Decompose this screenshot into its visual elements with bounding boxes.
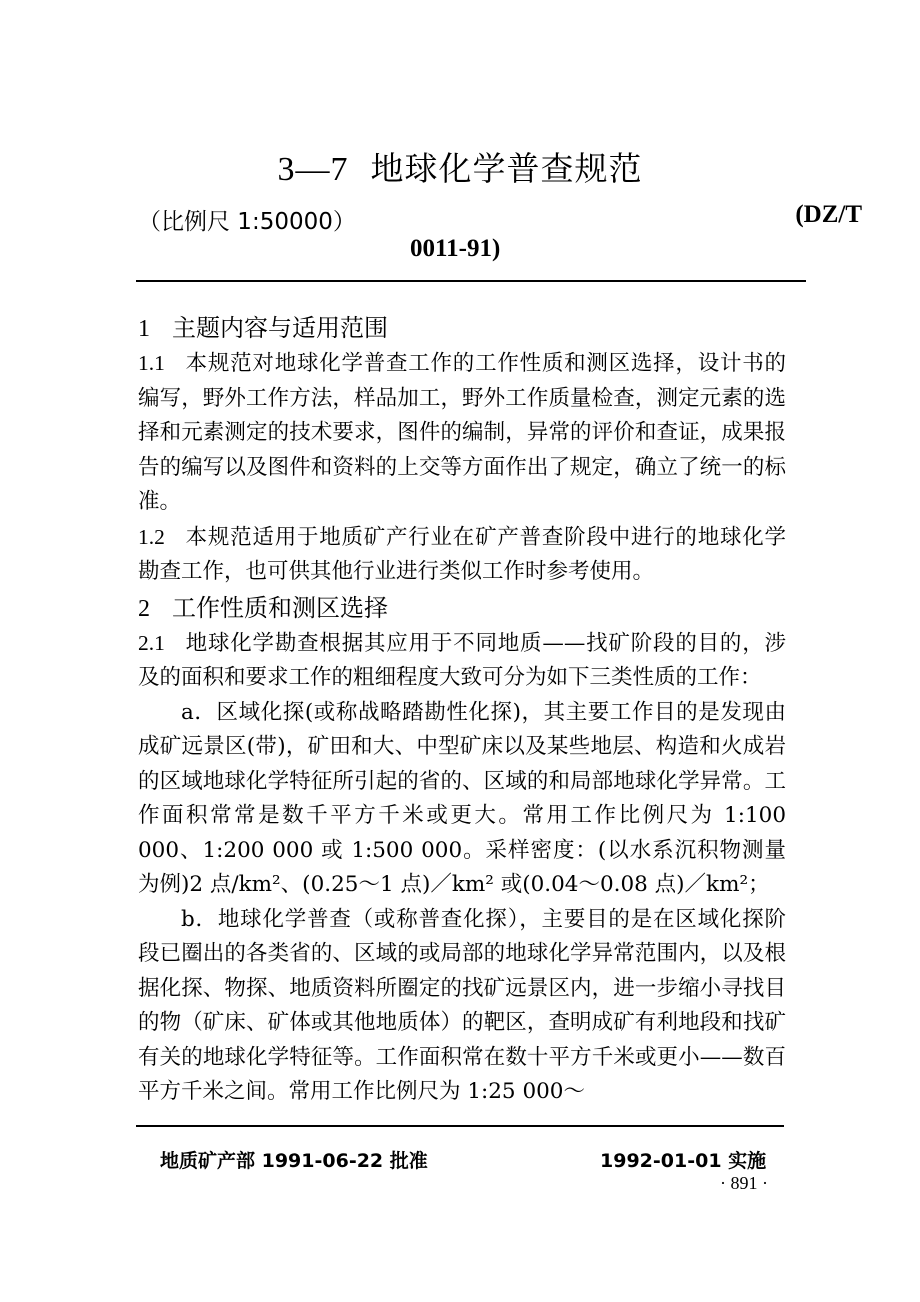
- paragraph-text: 本规范对地球化学普查工作的工作性质和测区选择，设计书的编写，野外工作方法，样品加工，野外工作质量检查，测定元素的选择和元素测定的技术要求，图件的编制，异常的评价和查证，成果报告的编写以及图件和资料的上交等方面作出了规定，确立了统一的标准。: [138, 351, 786, 514]
- effective-date: 1992-01-01 实施: [600, 1150, 767, 1172]
- paragraph-number: 1.1: [138, 351, 165, 375]
- section-heading-2: [138, 590, 786, 626]
- paragraph-number: 1.2: [138, 524, 165, 549]
- approval-note: 地质矿产部 1991-06-22 批准: [160, 1150, 428, 1172]
- standard-code-line2: 0011-91): [410, 235, 501, 262]
- header-divider: [136, 280, 806, 282]
- section-title: 主题内容与适用范围: [172, 314, 388, 342]
- paragraph-2-1: [138, 626, 786, 696]
- paragraph-1-2: [138, 520, 786, 590]
- paragraph-text: 本规范适用于地质矿产行业在矿产普查阶段中进行的地球化学勘查工作，也可供其他行业进行类似工作时参考使用。: [138, 524, 786, 584]
- section-number: 2: [138, 595, 150, 622]
- section-title: 工作性质和测区选择: [172, 593, 388, 622]
- page-number: · 891 ·: [720, 1173, 768, 1193]
- document-title: [0, 143, 920, 190]
- scale-label: （比例尺 1:50000）: [138, 209, 356, 235]
- title-text: 地球化学普查规范: [370, 149, 643, 188]
- item-b: b．地球化学普查（或称普查化探），主要目的是在区域化探阶段已圈出的各类省的、区域的或局部的地球化学异常范围内，以及根据化探、物探、地质资料所圈定的找矿远景区内，进一步缩小寻找目的物（矿床、矿体或其他地质体）的靶区，查明成矿有利地段和找矿有关的地球化学特征等。工作面积常在数十平方千米或更小——数百平方千米之间。常用工作比例尺为 1:25 000～: [138, 906, 786, 1104]
- title-number: 3—7: [277, 151, 349, 188]
- paragraph-1-1: [138, 346, 786, 520]
- section-heading-1: [138, 310, 786, 346]
- section-number: 1: [138, 316, 150, 342]
- paragraph-text: 地球化学勘查根据其应用于不同地质——找矿阶段的目的，涉及的面积和要求工作的粗细程度大致可分为如下三类性质的工作：: [138, 630, 786, 690]
- item-a: a．区域化探(或称战略踏勘性化探)，其主要工作目的是发现由成矿远景区(带)，矿田和大、中型矿床以及某些地层、构造和火成岩的区域地球化学特征所引起的省的、区域的和局部地球化学异常。工作面积常常是数千平方千米或更大。常用工作比例尺为 1:100 000、1:200 000 或 1:500 000。采样密度：(以水系沉积物测量为例)2 点/km²、(0.25～1 点)／km² 或(0.04～0.08 点)／km²；: [138, 699, 786, 897]
- footer-divider: [136, 1125, 784, 1127]
- paragraph-number: 2.1: [138, 630, 165, 655]
- document-body: [138, 310, 786, 1110]
- standard-code-line1: (DZ/T: [795, 201, 862, 228]
